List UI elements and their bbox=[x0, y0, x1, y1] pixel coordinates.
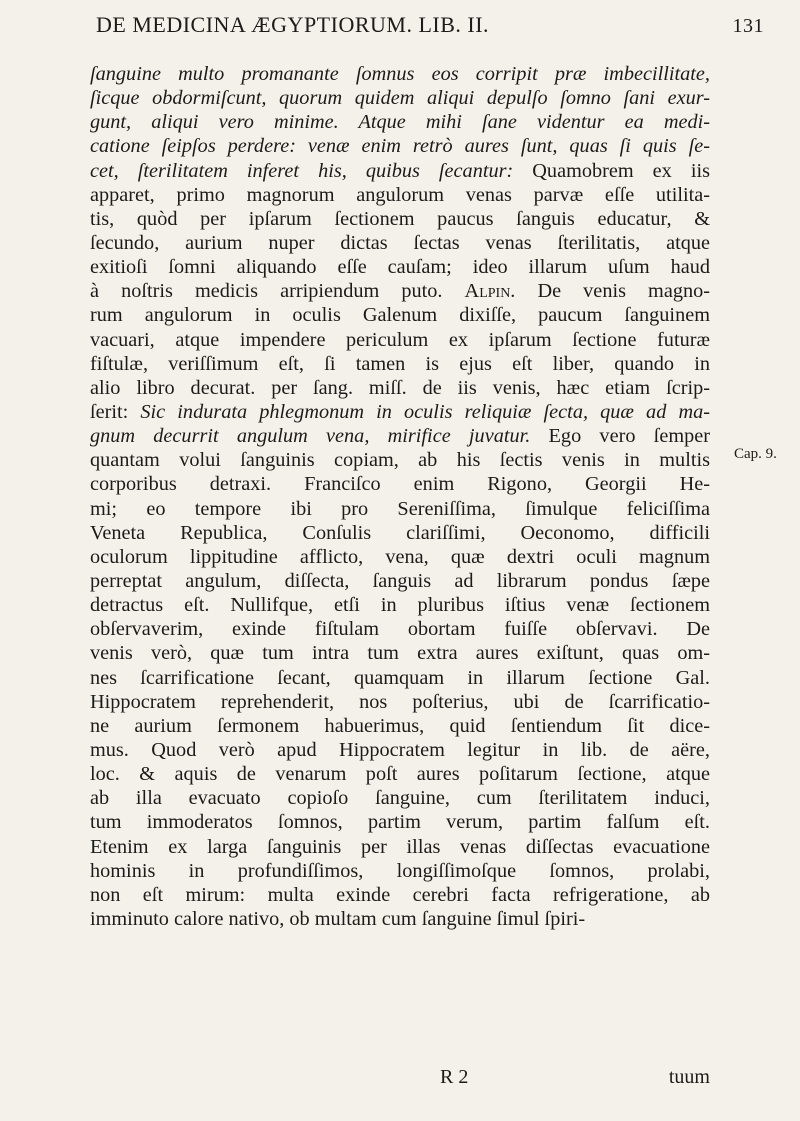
text-segment: gunt, aliqui vero minime. Atque mihi ſane videntur ea medi- bbox=[90, 111, 710, 134]
text-line bbox=[90, 376, 710, 400]
text-segment: tum immoderatos ſomnos, partim verum, partim falſum eſt. bbox=[90, 811, 710, 834]
text-segment: oculorum lippitudine afflicto, vena, quæ dextri oculi magnum bbox=[90, 545, 710, 568]
text-line bbox=[90, 883, 710, 907]
text-line bbox=[90, 183, 710, 207]
text-segment: catione ſeipſos perdere: venæ enim retrò aures ſunt, quas ſi quis ſe- bbox=[90, 135, 710, 158]
text-segment: exitioſi ſomni aliquando eſſe cauſam; ideo illarum uſum haud bbox=[90, 256, 710, 279]
text-line bbox=[90, 666, 710, 690]
text-line bbox=[90, 303, 710, 327]
text-line bbox=[90, 352, 710, 376]
text-segment: Sic indurata phlegmonum in oculis reliquiæ ſecta, quæ ad ma- bbox=[140, 400, 710, 423]
text-segment: quantam volui ſanguinis copiam, ab his ſectis venis in multis bbox=[90, 449, 710, 472]
text-line bbox=[90, 738, 710, 762]
text-segment: corporibus detraxi. Franciſco enim Rigono, Georgii He- bbox=[90, 473, 710, 496]
text-line bbox=[90, 86, 710, 110]
text-segment: imminuto calore nativo, ob multam cum ſanguine ſimul ſpiri- bbox=[90, 907, 586, 930]
text-segment: cet, ſterilitatem inferet his, quibus ſecantur: bbox=[90, 159, 514, 182]
text-line bbox=[90, 641, 710, 665]
text-segment: Alpin. bbox=[464, 280, 516, 303]
text-line bbox=[90, 134, 710, 158]
text-line bbox=[90, 279, 710, 303]
text-segment: ſicque obdormiſcunt, quorum quidem aliqui depulſo ſomno ſani exur- bbox=[90, 87, 710, 110]
text-segment: hominis in profundiſſimos, longiſſimoſque ſomnos, prolabi, bbox=[90, 859, 710, 882]
text-segment: obſervaverim, exinde fiſtulam obortam fuiſſe obſervavi. De bbox=[90, 618, 710, 641]
text-line bbox=[90, 617, 710, 641]
text-line bbox=[90, 448, 710, 472]
text-segment: vacuari, atque impendere periculum ex ipſarum ſectione futuræ bbox=[90, 328, 710, 351]
text-segment: mi; eo tempore ibi pro Sereniſſima, ſimulque feliciſſima bbox=[90, 497, 710, 520]
text-segment: ab illa evacuato copioſo ſanguine, cum ſterilitatem induci, bbox=[90, 787, 710, 810]
text-line bbox=[90, 593, 710, 617]
text-segment: ſanguine multo promanante ſomnus eos corripit præ imbecillitate, bbox=[90, 63, 710, 85]
text-line bbox=[90, 907, 710, 931]
text-segment: De venis magno- bbox=[515, 280, 711, 303]
text-segment: venis verò, quæ tum intra tum extra aures exiſtunt, quas om- bbox=[90, 642, 710, 665]
text-segment: Veneta Republica, Conſulis clariſſimi, Oeconomo, difficili bbox=[90, 521, 710, 544]
text-line bbox=[90, 207, 710, 231]
page-header bbox=[96, 12, 764, 38]
text-line bbox=[90, 786, 710, 810]
text-segment: detractus eſt. Nullifque, etſi in pluribus iſtius venæ ſectionem bbox=[90, 594, 710, 617]
page-number: 131 bbox=[732, 15, 764, 37]
text-line bbox=[90, 859, 710, 883]
text-segment: ſecundo, aurium nuper dictas ſectas venas ſterilitatis, atque bbox=[90, 231, 710, 254]
body-text bbox=[90, 62, 710, 931]
text-line bbox=[90, 110, 710, 134]
text-segment: Ego vero ſemper bbox=[530, 425, 710, 448]
text-segment: fiſtulæ, veriſſimum eſt, ſi tamen is ejus eſt liber, quando in bbox=[90, 352, 710, 375]
text-line bbox=[90, 810, 710, 834]
text-line bbox=[90, 521, 710, 545]
text-segment: rum angulorum in oculis Galenum dixiſſe, paucum ſanguinem bbox=[90, 304, 710, 327]
running-head: DE MEDICINA ÆGYPTIORUM. LIB. II. bbox=[96, 12, 490, 37]
margin-note: Cap. 9. bbox=[734, 446, 777, 462]
text-line bbox=[90, 835, 710, 859]
text-line bbox=[90, 62, 710, 86]
page-footer bbox=[90, 1066, 710, 1092]
signature-mark: R 2 bbox=[440, 1066, 469, 1088]
text-segment: alio libro decurat. per ſang. miſſ. de iis venis, hæc etiam ſcrip- bbox=[90, 376, 710, 399]
text-segment: loc. & aquis de venarum poſt aures poſitarum ſectione, atque bbox=[90, 763, 710, 786]
text-segment: Quamobrem ex iis bbox=[513, 159, 710, 182]
text-segment: apparet, primo magnorum angulorum venas parvæ eſſe utilita- bbox=[90, 183, 710, 206]
text-segment: perreptat angulum, diſſecta, ſanguis ad librarum pondus ſæpe bbox=[90, 569, 710, 592]
text-line bbox=[90, 328, 710, 352]
text-segment: tis, quòd per ipſarum ſectionem paucus ſanguis educatur, & bbox=[90, 207, 710, 230]
text-line bbox=[90, 472, 710, 496]
text-segment: non eſt mirum: multa exinde cerebri facta refrigeratione, ab bbox=[90, 883, 710, 906]
text-line bbox=[90, 497, 710, 521]
text-line bbox=[90, 159, 710, 183]
text-line bbox=[90, 424, 710, 448]
catchword: tuum bbox=[668, 1066, 710, 1088]
text-line bbox=[90, 714, 710, 738]
text-segment: nes ſcarrificatione ſecant, quamquam in illarum ſectione Gal. bbox=[90, 666, 710, 689]
text-segment: Hippocratem reprehenderit, nos poſterius, ubi de ſcarrificatio- bbox=[90, 690, 710, 713]
text-line bbox=[90, 762, 710, 786]
text-line bbox=[90, 255, 710, 279]
text-segment: mus. Quod verò apud Hippocratem legitur in lib. de aëre, bbox=[90, 738, 710, 761]
text-line bbox=[90, 231, 710, 255]
text-segment: à noſtris medicis arripiendum puto. bbox=[90, 280, 465, 303]
text-line bbox=[90, 690, 710, 714]
text-segment: ne aurium ſermonem habuerimus, quid ſentiendum ſit dice- bbox=[90, 714, 710, 737]
text-line bbox=[90, 569, 710, 593]
text-line bbox=[90, 545, 710, 569]
text-segment: ſerit: bbox=[90, 400, 141, 423]
text-line bbox=[90, 400, 710, 424]
text-segment: Etenim ex larga ſanguinis per illas venas diſſectas evacuatione bbox=[90, 835, 710, 858]
text-segment: gnum decurrit angulum vena, mirifice juvatur. bbox=[90, 425, 531, 448]
